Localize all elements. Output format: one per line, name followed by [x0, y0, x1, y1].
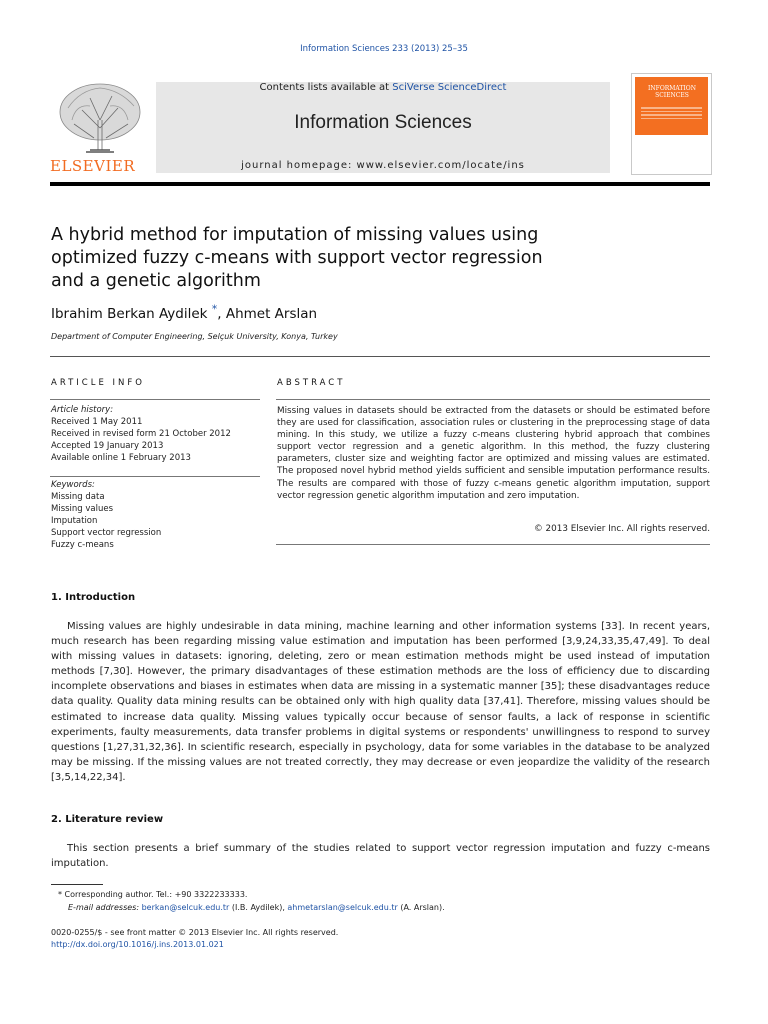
- elsevier-wordmark: ELSEVIER: [50, 157, 136, 175]
- abstract-text: Missing values in datasets should be extracted from the datasets or should be estimated before they are used for classification, association rules or clustering in the preprocessing stage of data mining. In this study, we utilize a fuzzy c-means clustering hybrid approach that combines support vector regression and a genetic algorithm. In this method, the fuzzy clustering parameters, cluster size and weighting factor are optimized and missing values are estimated. The proposed novel hybrid method yields sufficient and sensible imputation performance results. The results are compared with those of fuzzy c-means genetic algorithm imputation, support vector regression genetic algorithm imputation and zero imputation.: [277, 406, 710, 501]
- cover-text-lines: [635, 105, 708, 121]
- footnote-corresponding: [58, 890, 247, 899]
- journal-homepage[interactable]: journal homepage: www.elsevier.com/locate/ins: [241, 160, 525, 171]
- author-2: Ahmet Arslan: [225, 306, 318, 322]
- keyword-item: Missing values: [51, 504, 114, 514]
- abstract-copyright: © 2013 Elsevier Inc. All rights reserved.: [533, 524, 710, 534]
- email-label: E-mail addresses:: [68, 903, 142, 912]
- keyword-item: Missing data: [51, 492, 105, 502]
- article-history: [51, 404, 231, 464]
- sciencedirect-link[interactable]: SciVerse ScienceDirect: [392, 82, 507, 93]
- journal-cover-thumbnail: [631, 73, 712, 175]
- email-2-owner: (A. Arslan).: [397, 903, 445, 912]
- author-1: Ibrahim Berkan Aydilek: [51, 306, 208, 322]
- header-rule: [50, 182, 710, 186]
- section-1-paragraph: Missing values are highly undesirable in data mining, machine learning and other information systems [33]. In recent years, much research has been regarding missing value estimation and imputation has been performed [3,9,24,33,35,47,49]. To deal with missing values in datasets: ignoring, deleting, zero or mean estimation methods might be used instead of imputation methods [7,30]. However, the primary disadvantages of these estimation methods are the loss of efficiency due to discarding incomplete observations and biases in estimates when data are missing in a systematic manner [35]; these disadvantages reduce data quality. Quality data mining results can be obtained only with high quality data [37,41]. Therefore, missing values should be estimated to increase data quality. Missing values typically occur because of sensor faults, a lack of response in scientific experiments, faulty measurements, data transfer problems in digital systems or respondents' unwillingness to respond to survey questions [1,27,31,32,36]. In scientific research, especially in psychology, data for some variables in the database to be analyzed may be missing. If the missing values are not treated correctly, they may decrease or even jeopardize the validity of the research [3,5,14,22,34].: [51, 621, 710, 783]
- journal-citation[interactable]: [0, 44, 768, 54]
- history-item: Accepted 19 January 2013: [51, 441, 164, 451]
- cover-orange-panel: [635, 77, 708, 135]
- author-line: [51, 302, 318, 322]
- doi-link[interactable]: http://dx.doi.org/10.1016/j.ins.2013.01.021: [51, 940, 224, 949]
- history-item: Available online 1 February 2013: [51, 453, 191, 463]
- keywords: [51, 479, 161, 551]
- cover-title: INFORMATION SCIENCES: [648, 85, 696, 99]
- history-item: Received 1 May 2011: [51, 417, 143, 427]
- article-history-label: Article history:: [51, 405, 114, 415]
- article-info-rule-mid: [50, 476, 260, 477]
- keyword-item: Support vector regression: [51, 528, 162, 538]
- footnote-mark: *: [58, 890, 62, 899]
- citation-link[interactable]: Information Sciences 233 (2013) 25–35: [300, 44, 468, 54]
- keywords-label: Keywords:: [51, 480, 95, 490]
- footnote-emails: [68, 903, 445, 912]
- contents-prefix: Contents lists available at: [259, 82, 393, 93]
- footnote-corresponding-text: Corresponding author. Tel.: +90 3322233333.: [64, 890, 248, 899]
- footnote-rule: [51, 884, 103, 885]
- keyword-item: Imputation: [51, 516, 98, 526]
- abstract-rule-top: [276, 399, 710, 400]
- doi-line[interactable]: [51, 940, 224, 949]
- section-2-title: 2. Literature review: [51, 814, 164, 825]
- corresponding-author-mark[interactable]: *: [211, 302, 218, 316]
- email-1-owner: (I.B. Aydilek),: [229, 903, 288, 912]
- title-rule: [50, 356, 710, 357]
- contents-line: [156, 82, 610, 93]
- article-info-heading: ARTICLE INFO: [51, 378, 145, 388]
- affiliation: Department of Computer Engineering, Selçuk University, Konya, Turkey: [51, 332, 338, 341]
- abstract-rule-bottom: [276, 544, 710, 545]
- front-matter-issn: 0020-0255/$ - see front matter © 2013 Elsevier Inc. All rights reserved.: [51, 928, 339, 937]
- article-title: A hybrid method for imputation of missing values using optimized fuzzy c-means with support vector regression and a genetic algorithm: [51, 225, 543, 291]
- journal-title: Information Sciences: [294, 112, 472, 133]
- article-info-rule-top: [50, 399, 260, 400]
- section-1-title: 1. Introduction: [51, 592, 136, 603]
- author-separator: ,: [217, 306, 226, 322]
- section-2-paragraph: This section presents a brief summary of the studies related to support vector regression imputation and fuzzy c-means imputation.: [51, 843, 710, 870]
- keyword-item: Fuzzy c-means: [51, 540, 114, 550]
- abstract-heading: ABSTRACT: [277, 378, 346, 388]
- history-item: Received in revised form 21 October 2012: [51, 429, 231, 439]
- email-link-2[interactable]: ahmetarslan@selcuk.edu.tr: [287, 903, 398, 912]
- email-link-1[interactable]: berkan@selcuk.edu.tr: [141, 903, 230, 912]
